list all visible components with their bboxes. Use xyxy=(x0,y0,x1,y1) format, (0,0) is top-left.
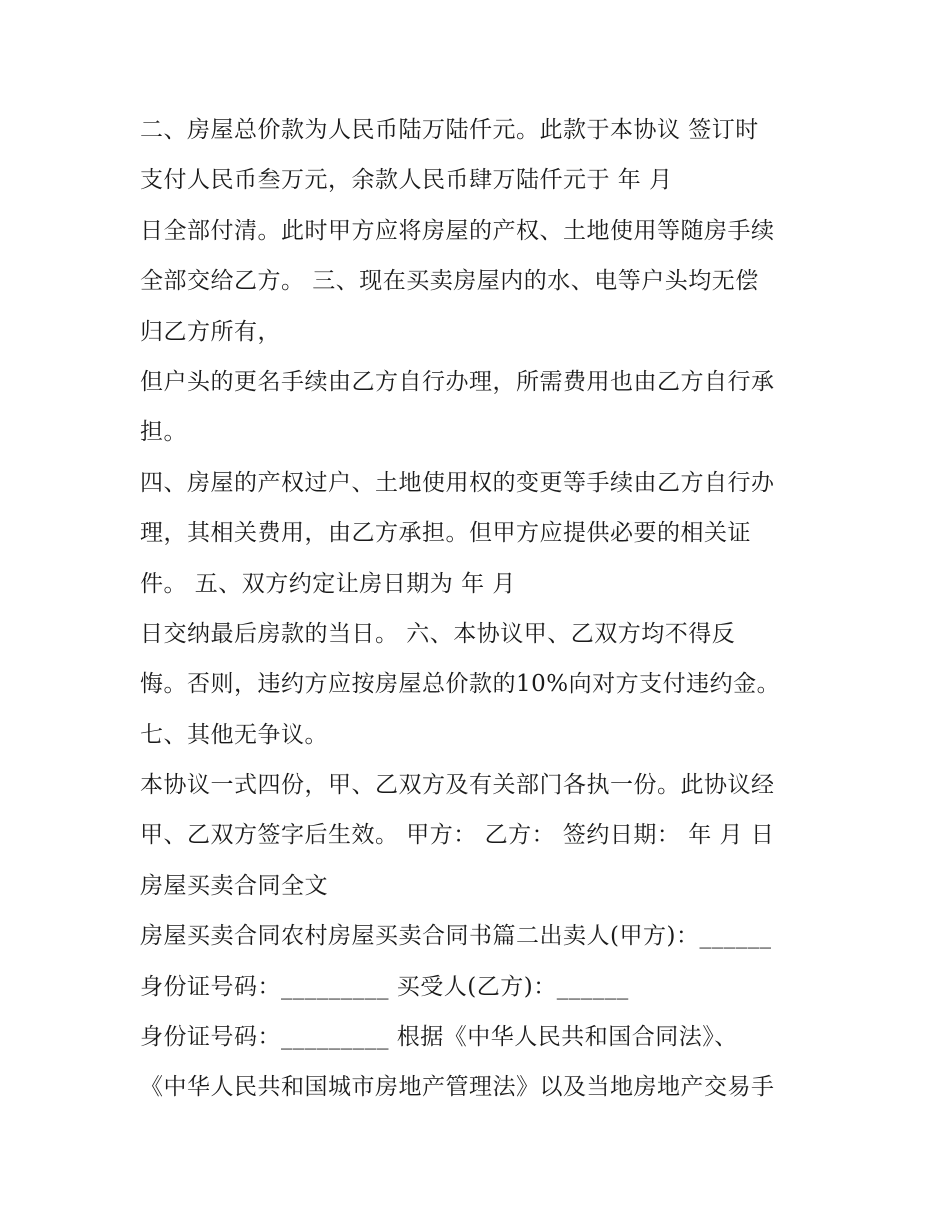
text-line: 全部交给乙方。 三、现在买卖房屋内的水、电等户头均无偿 xyxy=(140,268,759,295)
text-line: 《中华人民共和国城市房地产管理法》以及当地房地产交易手 xyxy=(140,1074,775,1101)
text-line: 甲、乙双方签字后生效。 甲方： 乙方： 签约日期： 年 月 日 xyxy=(140,822,775,849)
text-line: 支付人民币叁万元，余款人民币肆万陆仟元于 年 月 xyxy=(140,167,673,194)
text-line: 但户头的更名手续由乙方自行办理，所需费用也由乙方自行承 xyxy=(140,368,775,395)
text-line: 身份证号码：_________ 买受人(乙方)：______ xyxy=(140,973,629,1000)
text-line: 日交纳最后房款的当日。 六、本协议甲、乙双方均不得反 xyxy=(140,620,736,647)
text-line: 理，其相关费用，由乙方承担。但甲方应提供必要的相关证 xyxy=(140,520,751,547)
text-line: 四、房屋的产权过户、土地使用权的变更等手续由乙方自行办 xyxy=(140,469,775,496)
text-line: 日全部付清。此时甲方应将房屋的产权、土地使用等随房手续 xyxy=(140,217,775,244)
text-line: 悔。否则，违约方应按房屋总价款的10%向对方支付违约金。 xyxy=(140,671,781,698)
text-line: 身份证号码：_________ 根据《中华人民共和国合同法》、 xyxy=(140,1024,738,1051)
text-line: 房屋买卖合同农村房屋买卖合同书篇二出卖人(甲方)：______ xyxy=(140,923,772,950)
text-line: 担。 xyxy=(140,419,187,446)
text-line: 本协议一式四份，甲、乙双方及有关部门各执一份。此协议经 xyxy=(140,772,775,799)
text-line: 归乙方所有， xyxy=(140,318,281,345)
section-title: 房屋买卖合同全文 xyxy=(140,872,328,899)
text-line: 二、房屋总价款为人民币陆万陆仟元。此款于本协议 签订时 xyxy=(140,117,759,143)
text-line: 七、其他无争议。 xyxy=(140,721,328,748)
document-body xyxy=(140,105,830,1113)
text-line: 件。 五、双方约定让房日期为 年 月 xyxy=(140,570,516,597)
